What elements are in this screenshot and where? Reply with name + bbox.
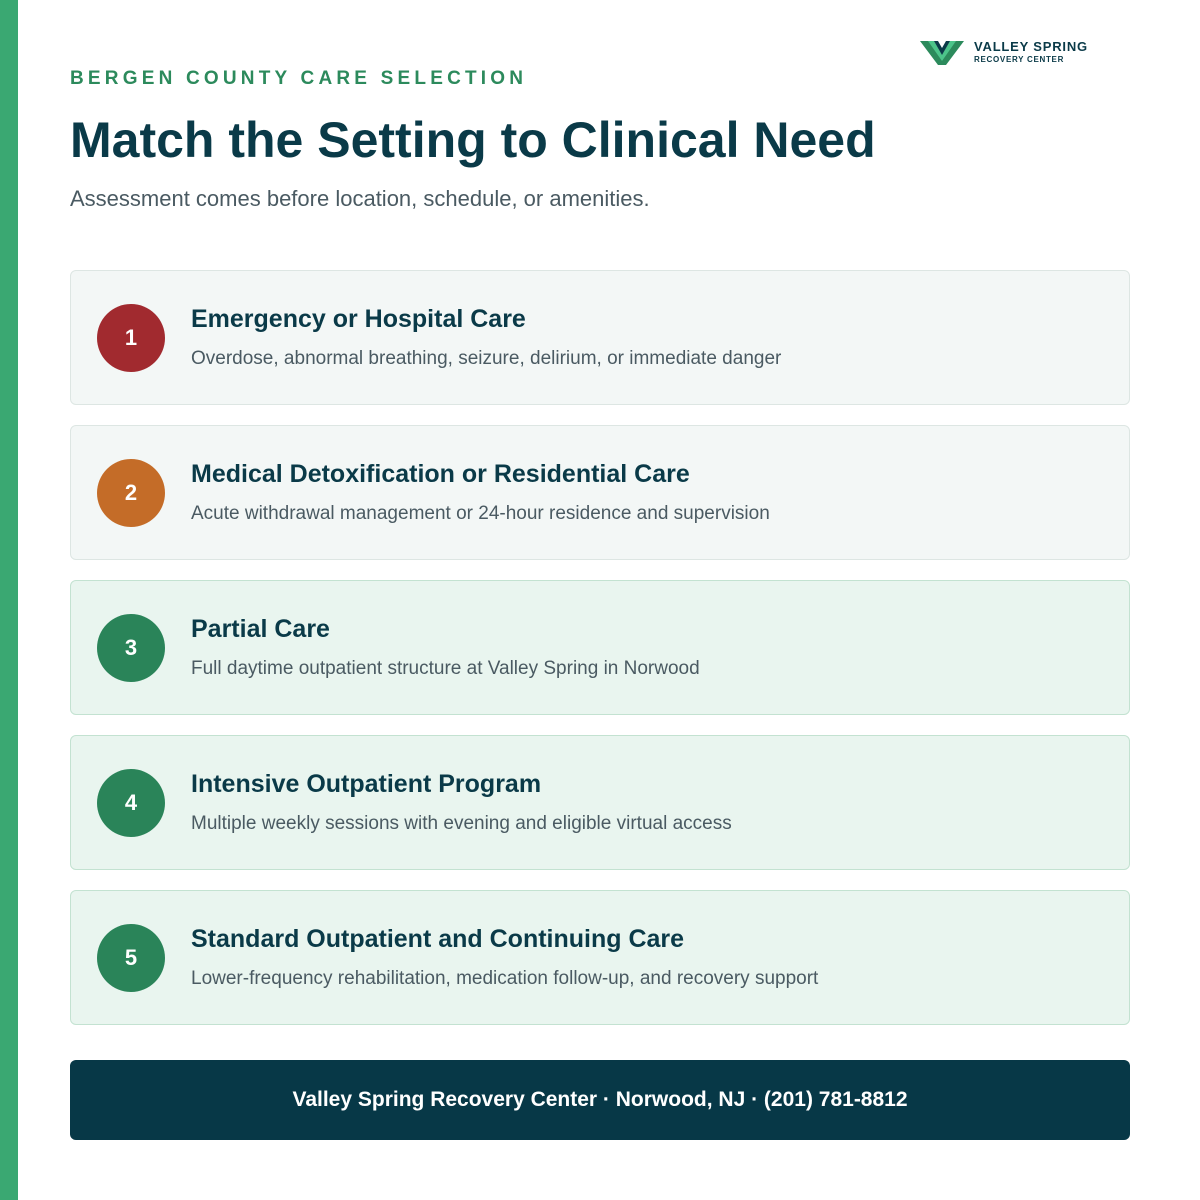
footer-contact-text: Valley Spring Recovery Center · Norwood, NJ · (201) 781-8812 — [292, 1088, 908, 1111]
level-description: Acute withdrawal management or 24-hour residence and supervision — [191, 503, 770, 524]
level-number-badge: 5 — [97, 924, 165, 992]
care-level-card-5 — [70, 890, 1130, 1025]
level-title: Emergency or Hospital Care — [191, 305, 526, 333]
level-title: Partial Care — [191, 615, 330, 643]
care-level-card-1 — [70, 270, 1130, 405]
brand-logo — [920, 36, 1088, 68]
care-level-card-3 — [70, 580, 1130, 715]
level-description: Multiple weekly sessions with evening and eligible virtual access — [191, 813, 732, 834]
brand-subtitle: RECOVERY CENTER — [974, 55, 1065, 64]
level-number-badge: 2 — [97, 459, 165, 527]
level-number-badge: 1 — [97, 304, 165, 372]
care-level-card-4 — [70, 735, 1130, 870]
level-title: Intensive Outpatient Program — [191, 770, 542, 798]
page-subtitle: Assessment comes before location, schedule, or amenities. — [70, 186, 650, 211]
level-description: Lower-frequency rehabilitation, medication follow-up, and recovery support — [191, 968, 819, 989]
eyebrow-label: BERGEN COUNTY CARE SELECTION — [70, 68, 528, 89]
level-number-badge: 3 — [97, 614, 165, 682]
care-level-card-2 — [70, 425, 1130, 560]
level-number-badge: 4 — [97, 769, 165, 837]
level-title: Standard Outpatient and Continuing Care — [191, 925, 685, 953]
accent-side-bar — [0, 0, 18, 1200]
contact-footer-bar — [70, 1060, 1130, 1140]
valley-chevron-logo-icon — [920, 37, 964, 67]
page-title: Match the Setting to Clinical Need — [70, 112, 876, 168]
brand-name: VALLEY SPRING — [974, 39, 1088, 54]
level-description: Overdose, abnormal breathing, seizure, delirium, or immediate danger — [191, 348, 782, 369]
level-description: Full daytime outpatient structure at Valley Spring in Norwood — [191, 658, 700, 679]
level-title: Medical Detoxification or Residential Care — [191, 460, 690, 488]
care-levels-list — [70, 270, 1130, 1025]
